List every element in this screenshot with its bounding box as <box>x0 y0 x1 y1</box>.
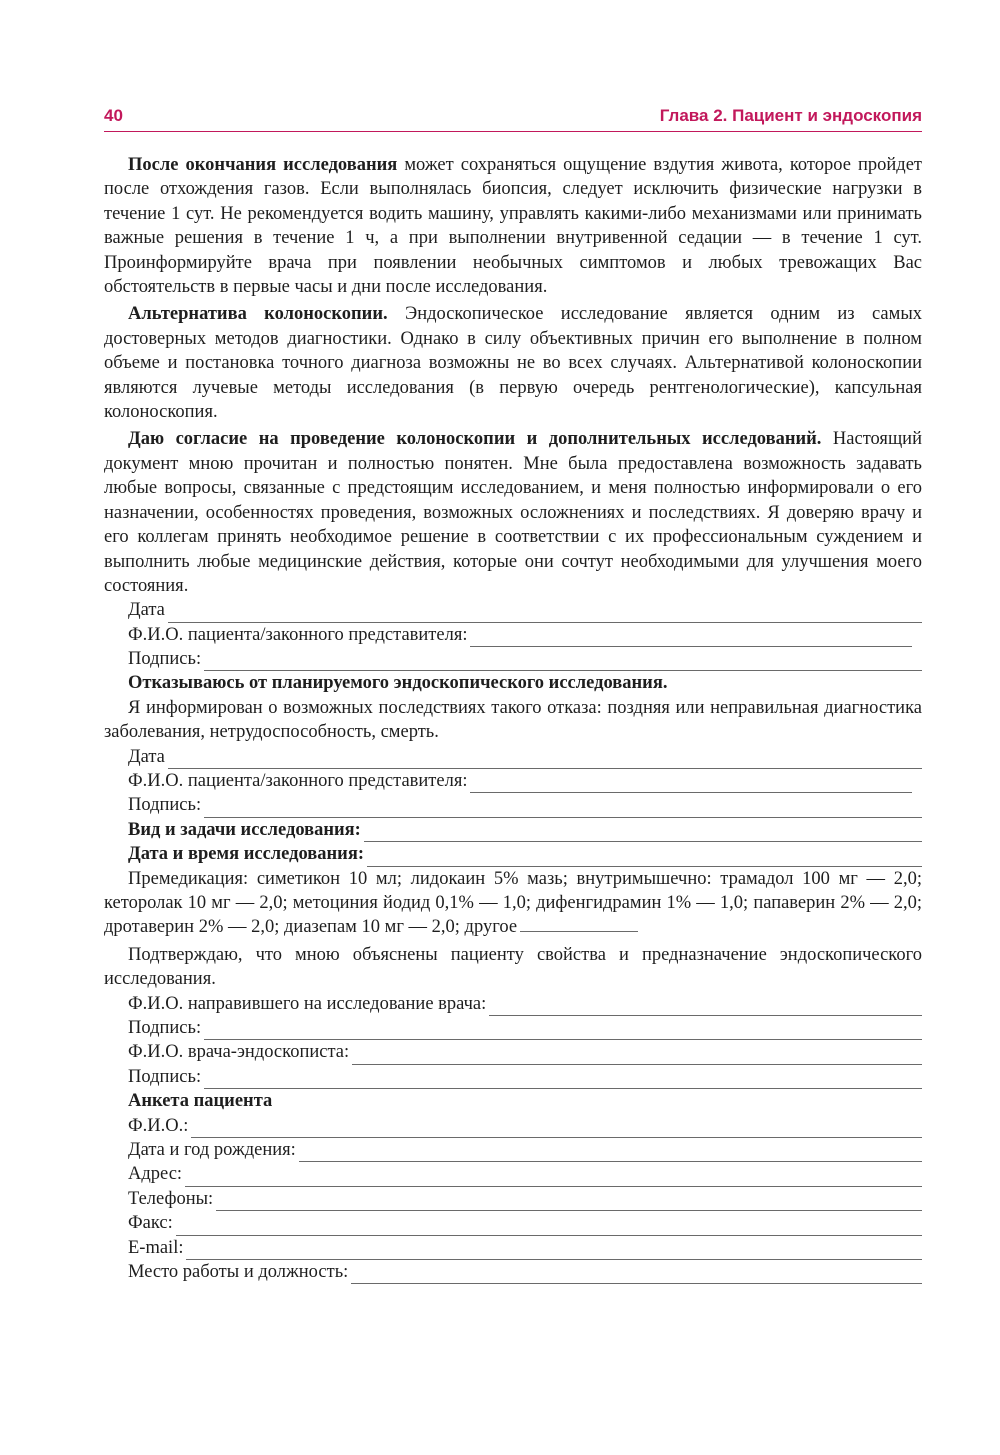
patient-name-label: Ф.И.О. пациента/законного представителя: <box>128 624 468 645</box>
signature-line[interactable] <box>204 1070 922 1089</box>
q-fax-field[interactable] <box>104 1211 922 1235</box>
q-phones-label: Телефоны: <box>128 1188 214 1209</box>
signature-label: Подпись: <box>128 649 202 670</box>
endoscopist-label: Ф.И.О. врача-эндоскописта: <box>128 1042 350 1063</box>
consent-signature-field[interactable] <box>104 647 922 671</box>
consent-text: Настоящий документ мною прочитан и полностью понятен. Мне была предоставлена возможность задавать любые вопросы, связанные с предстоящим исследованием, и меня полностью информировали о его назначении, особенностях проведения, возможных осложнениях и последствиях. Я доверяю врачу и его коллегам принять необходимое решение в соответствии с их профессиональным суждением и выполнить любые медицинские действия, которые они сочтут необходимыми для улучшения моего состояния. <box>104 429 922 596</box>
header-rule <box>104 131 922 132</box>
q-address-line[interactable] <box>185 1168 922 1187</box>
refusal-patient-name-field[interactable] <box>104 769 922 793</box>
consent-patient-name-field[interactable] <box>104 623 922 647</box>
q-address-label: Адрес: <box>128 1164 183 1185</box>
q-work-field[interactable] <box>104 1260 922 1284</box>
study-datetime-label: Дата и время исследования: <box>128 844 365 865</box>
confirm-text: Подтверждаю, что мною объяснены пациенту свойства и предназначение эндоскопического исследования. <box>104 944 922 990</box>
study-type-label: Вид и задачи исследования: <box>128 819 361 840</box>
q-name-line[interactable] <box>191 1119 922 1138</box>
signature-label: Подпись: <box>128 1066 202 1087</box>
questionnaire-title-text: Анкета пациента <box>128 1091 273 1112</box>
page-header <box>104 103 922 133</box>
study-datetime-line[interactable] <box>367 848 922 867</box>
alternative-text: Эндоскопическое исследование является одним из самых достоверных методов диагностики. Однако в силу объективных причин его выполнение в полном объеме и постановка точного диагноза возможны не во всех случаях. Альтернативой колоноскопии являются лучевые методы исследования (в первую очередь рентгенологические), капсульная колоноскопия. <box>104 304 923 423</box>
q-birth-line[interactable] <box>299 1143 922 1162</box>
q-name-label: Ф.И.О.: <box>128 1115 189 1136</box>
q-email-label: E-mail: <box>128 1237 184 1258</box>
q-work-line[interactable] <box>351 1265 922 1284</box>
q-email-line[interactable] <box>186 1241 922 1260</box>
patient-name-line[interactable] <box>470 628 912 647</box>
paragraph-alternative <box>104 302 922 424</box>
endoscopist-field[interactable] <box>104 1040 922 1064</box>
study-datetime-field[interactable] <box>104 842 922 866</box>
consent-lead: Даю согласие на проведение колоноскопии и дополнительных исследований. <box>128 429 822 450</box>
q-birth-field[interactable] <box>104 1138 922 1162</box>
signature-line[interactable] <box>204 652 922 671</box>
alternative-lead: Альтернатива колоноскопии. <box>128 304 388 325</box>
paragraph-after-study <box>104 153 922 299</box>
endoscopist-signature-field[interactable] <box>104 1065 922 1089</box>
premedication-text: Премедикация: симетикон 10 мл; лидокаин 5% мазь; внутримышечно: трамадол 100 мг — 2,0; кеторолак 10 мг — 2,0; метоциния йодид 0,1% — 1,0; дифенгидрамин 1% — 1,0; папаверин 2% — 2,0; дротаверин 2% — 2,0; диазепам 10 мг — 2,0; другое <box>104 868 922 938</box>
signature-label: Подпись: <box>128 795 202 816</box>
patient-name-line[interactable] <box>470 774 912 793</box>
date-label: Дата <box>128 746 165 767</box>
refusal-heading-text: Отказываюсь от планируемого эндоскопического исследования. <box>128 673 668 694</box>
page-number: 40 <box>104 106 123 125</box>
referring-doctor-field[interactable] <box>104 992 922 1016</box>
q-birth-label: Дата и год рождения: <box>128 1140 296 1160</box>
signature-line[interactable] <box>204 1021 922 1040</box>
premedication-paragraph <box>104 867 922 940</box>
study-type-field[interactable] <box>104 818 922 842</box>
date-line[interactable] <box>168 604 922 623</box>
signature-line[interactable] <box>204 799 922 818</box>
refusal-heading <box>104 671 922 695</box>
after-study-lead: После окончания исследования <box>128 155 398 175</box>
date-line[interactable] <box>168 750 922 769</box>
q-phones-line[interactable] <box>216 1192 922 1211</box>
q-fax-label: Факс: <box>128 1213 173 1234</box>
premedication-other-line[interactable] <box>520 917 638 932</box>
refusal-text: Я информирован о возможных последствиях такого отказа: поздняя или неправильная диагностика заболевания, нетрудоспособность, смерть. <box>104 697 922 743</box>
q-fax-line[interactable] <box>176 1217 922 1236</box>
after-study-text: может сохраняться ощущение вздутия живота, которое пройдет после отхождения газов. Если выполнялась биопсия, следует исключить физические нагрузки в течение 1 сут. Не рекомендуется водить машину, управлять какими-либо механизмами или принимать важные решения в течение 1 ч, а при выполнении внутривенной седации — в течение 1 сут. Проинформируйте врача при появлении необычных симптомов и любых тревожащих Вас обстоятельств в первые часы и дни после исследования. <box>104 155 923 298</box>
q-email-field[interactable] <box>104 1236 922 1260</box>
referring-doctor-label: Ф.И.О. направившего на исследование врача: <box>128 993 487 1014</box>
refusal-date-field[interactable] <box>104 745 922 769</box>
patient-name-label: Ф.И.О. пациента/законного представителя: <box>128 771 468 792</box>
endoscopist-line[interactable] <box>352 1046 922 1065</box>
refusal-signature-field[interactable] <box>104 793 922 817</box>
document-body <box>104 153 922 1284</box>
study-type-line[interactable] <box>364 823 922 842</box>
referring-signature-field[interactable] <box>104 1016 922 1040</box>
q-address-field[interactable] <box>104 1162 922 1186</box>
date-label: Дата <box>128 600 165 621</box>
consent-date-field[interactable] <box>104 598 922 622</box>
q-name-field[interactable] <box>104 1114 922 1138</box>
questionnaire-title <box>104 1089 922 1113</box>
paragraph-consent <box>104 427 922 598</box>
signature-label: Подпись: <box>128 1018 202 1039</box>
q-phones-field[interactable] <box>104 1187 922 1211</box>
chapter-title: Глава 2. Пациент и эндоскопия <box>659 106 922 125</box>
referring-doctor-line[interactable] <box>489 997 922 1016</box>
q-work-label: Место работы и должность: <box>128 1261 349 1282</box>
